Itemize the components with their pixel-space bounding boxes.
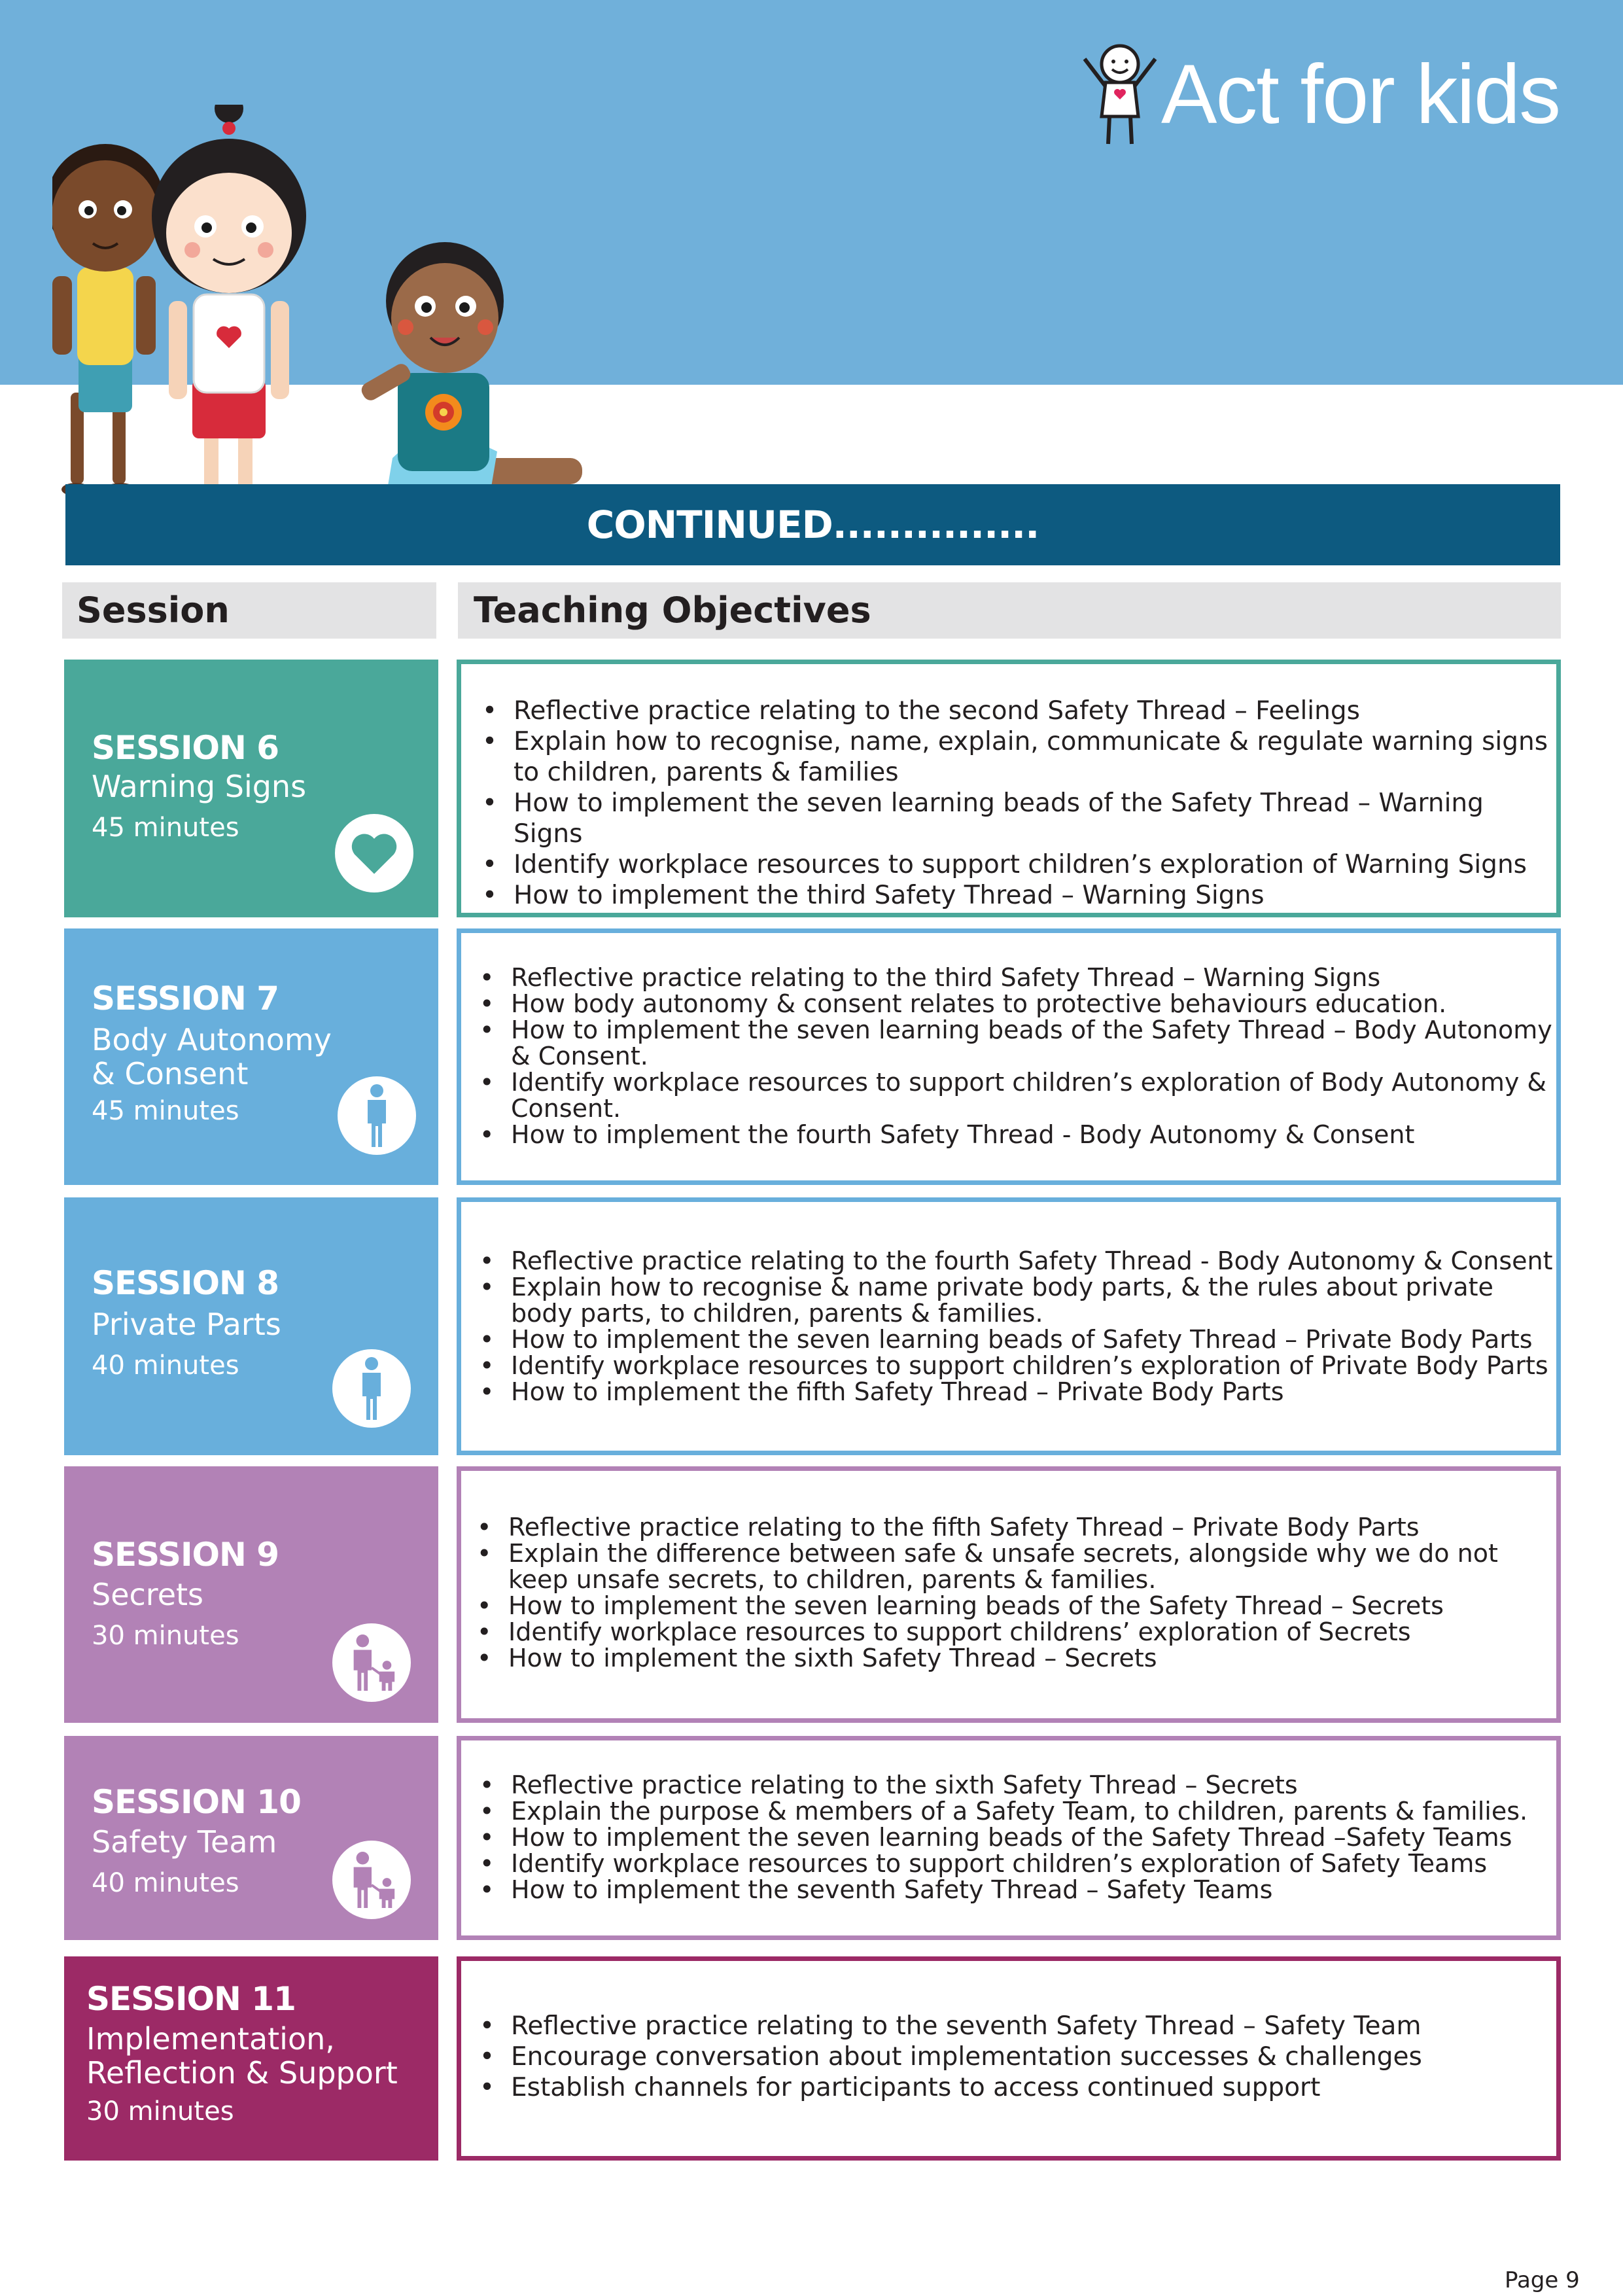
- objective-item: • How to implement the third Safety Thread – Warning Signs: [514, 880, 1556, 911]
- objective-item: • How to implement the sixth Safety Thread – Secrets: [508, 1645, 1556, 1671]
- child-sitting-teal-shirt: [358, 242, 582, 499]
- session-card-7: [64, 928, 438, 1185]
- objective-item: • How to implement the seven learning beads of the Safety Thread – Body Autonomy & Consent.: [511, 1017, 1556, 1069]
- session-subtitle: Body Autonomy & Consent: [92, 1022, 332, 1091]
- objective-item: • How to implement the seven learning beads of the Safety Thread – Secrets: [508, 1593, 1556, 1619]
- objective-item: • Explain the purpose & members of a Safety Team, to children, parents & families.: [511, 1798, 1556, 1824]
- heart-icon: [335, 814, 413, 892]
- objective-item: • Encourage conversation about implementation successes & challenges: [511, 2041, 1556, 2072]
- parent-child-icon: [332, 1841, 411, 1919]
- session-card-10: [64, 1736, 438, 1940]
- objective-item: • Identify workplace resources to support children’s exploration of Private Body Parts: [511, 1352, 1556, 1379]
- session-card-11: [64, 1956, 438, 2161]
- session-duration: 45 minutes: [92, 813, 239, 843]
- session-subtitle: Safety Team: [92, 1824, 277, 1860]
- child-girl-heart-shirt: [152, 105, 306, 504]
- session-title: SESSION 9: [92, 1536, 279, 1574]
- session-card-9: [64, 1466, 438, 1723]
- objective-item: • Identify workplace resources to support children’s exploration of Body Autonomy & Consent.: [511, 1069, 1556, 1122]
- column-header-session: Session: [62, 582, 436, 639]
- session-card-6: [64, 660, 438, 917]
- session-subtitle: Secrets: [92, 1577, 203, 1612]
- objective-item: • Reflective practice relating to the sixth Safety Thread – Secrets: [511, 1772, 1556, 1798]
- session-duration: 45 minutes: [92, 1096, 239, 1126]
- objective-item: • How to implement the fifth Safety Thread – Private Body Parts: [511, 1379, 1556, 1405]
- objective-item: • Reflective practice relating to the third Safety Thread – Warning Signs: [511, 964, 1556, 991]
- banner-title: CONTINUED...............: [586, 503, 1039, 547]
- session-title: SESSION 11: [86, 1980, 296, 2018]
- children-illustration: [52, 105, 628, 530]
- session-title: SESSION 10: [92, 1783, 301, 1821]
- column-header-objectives: Teaching Objectives: [458, 582, 1561, 639]
- page-number: Page 9: [1505, 2267, 1580, 2293]
- session-subtitle: Implementation, Reflection & Support: [86, 2021, 398, 2091]
- person-icon: [332, 1349, 411, 1428]
- objectives-box-11: [457, 1956, 1561, 2161]
- session-duration: 30 minutes: [92, 1621, 239, 1651]
- objective-item: • Reflective practice relating to the second Safety Thread – Feelings: [514, 696, 1556, 726]
- session-card-8: [64, 1197, 438, 1455]
- objective-item: • How to implement the seven learning beads of Safety Thread – Private Body Parts: [511, 1326, 1556, 1352]
- objective-item: • Explain how to recognise, name, explain, communicate & regulate warning signs to children, parents & families: [514, 726, 1556, 788]
- person-icon: [338, 1076, 416, 1155]
- logo-mascot-icon: [1073, 39, 1164, 150]
- objective-item: • Identify workplace resources to support children’s exploration of Safety Teams: [511, 1850, 1556, 1877]
- logo-wordmark: Act for kids: [1161, 48, 1560, 141]
- objective-item: • Explain the difference between safe & unsafe secrets, alongside why we do not keep unsafe secrets, to children, parents & families.: [508, 1540, 1556, 1593]
- session-subtitle: Private Parts: [92, 1307, 281, 1342]
- child-yellow-shirt: [52, 144, 164, 496]
- objectives-box-6: [457, 660, 1561, 917]
- session-title: SESSION 7: [92, 980, 279, 1017]
- session-duration: 40 minutes: [92, 1351, 239, 1381]
- objective-item: • Identify workplace resources to support children’s exploration of Warning Signs: [514, 849, 1556, 880]
- parent-child-icon: [332, 1623, 411, 1702]
- session-subtitle: Warning Signs: [92, 769, 307, 804]
- objectives-box-9: [457, 1466, 1561, 1723]
- act-for-kids-logo[interactable]: [1073, 39, 1577, 150]
- session-title: SESSION 6: [92, 729, 279, 767]
- objective-item: • How to implement the fourth Safety Thread - Body Autonomy & Consent: [511, 1122, 1556, 1148]
- objective-item: • Establish channels for participants to access continued support: [511, 2072, 1556, 2103]
- objective-item: • Explain how to recognise & name private body parts, & the rules about private body parts, to children, parents & families.: [511, 1274, 1556, 1326]
- session-duration: 30 minutes: [86, 2096, 234, 2127]
- objective-item: • Reflective practice relating to the fourth Safety Thread - Body Autonomy & Consent: [511, 1248, 1556, 1274]
- objectives-box-7: [457, 928, 1561, 1185]
- objective-item: • Reflective practice relating to the seventh Safety Thread – Safety Team: [511, 2011, 1556, 2041]
- session-duration: 40 minutes: [92, 1868, 239, 1898]
- objectives-box-10: [457, 1736, 1561, 1940]
- objective-item: • How to implement the seventh Safety Thread – Safety Teams: [511, 1877, 1556, 1903]
- objective-item: • How body autonomy & consent relates to protective behaviours education.: [511, 991, 1556, 1017]
- objectives-box-8: [457, 1197, 1561, 1455]
- session-title: SESSION 8: [92, 1264, 279, 1302]
- objective-item: • How to implement the seven learning beads of the Safety Thread –Safety Teams: [511, 1824, 1556, 1850]
- objective-item: • Identify workplace resources to support childrens’ exploration of Secrets: [508, 1619, 1556, 1645]
- objective-item: • How to implement the seven learning beads of the Safety Thread – Warning Signs: [514, 788, 1556, 849]
- objective-item: • Reflective practice relating to the fifth Safety Thread – Private Body Parts: [508, 1514, 1556, 1540]
- continued-banner: [65, 484, 1560, 565]
